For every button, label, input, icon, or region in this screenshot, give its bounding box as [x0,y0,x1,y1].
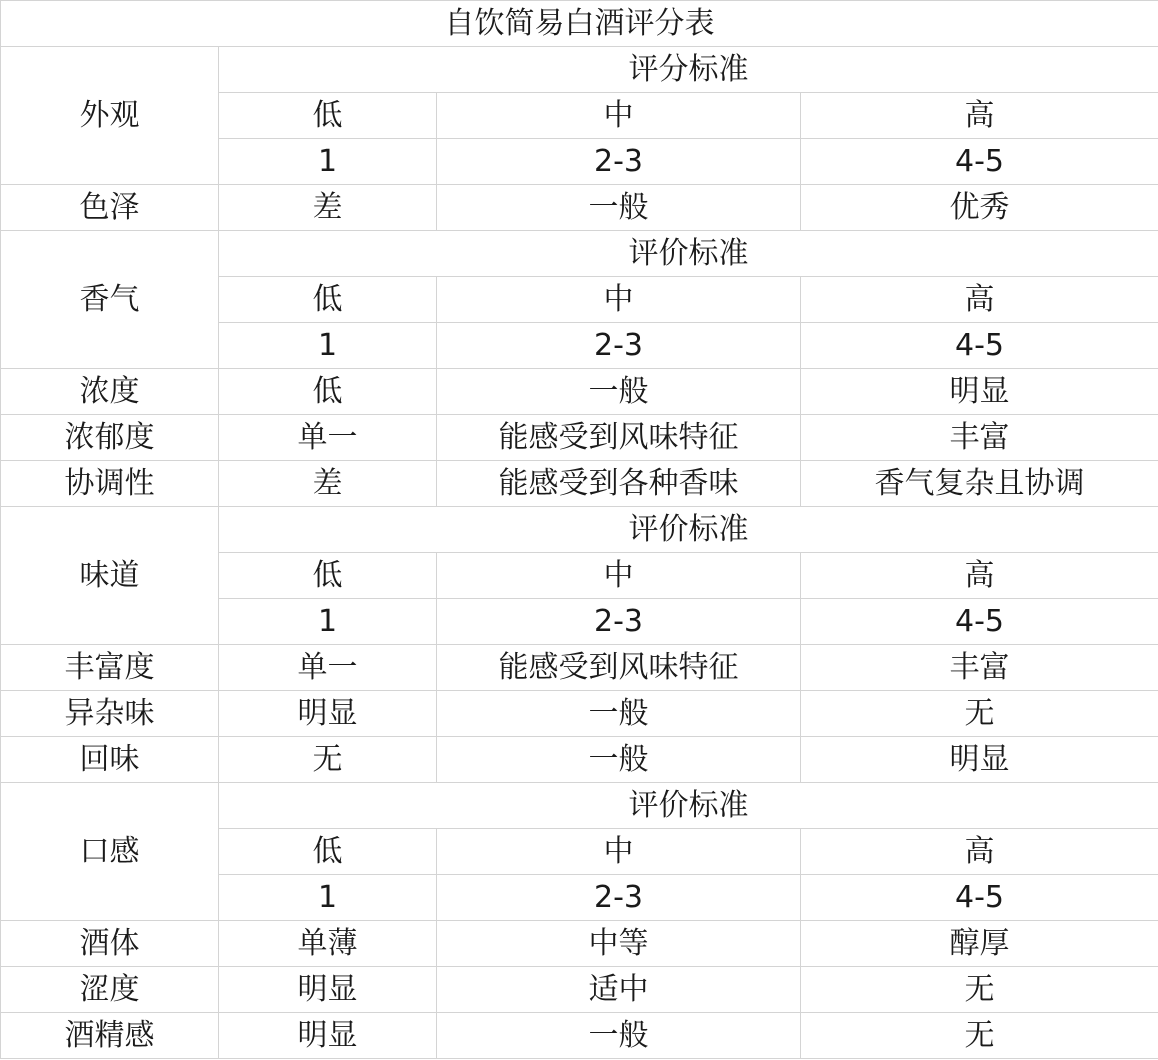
score-mid: 2-3 [437,323,801,369]
section-standard-row [1,47,1158,93]
level-high: 高 [801,93,1158,139]
criterion-row [1,1013,1158,1059]
category-cell: 味道 [1,507,219,645]
score-low: 1 [219,875,437,921]
score-low: 1 [219,599,437,645]
criterion-row [1,737,1158,783]
criterion-low: 单一 [219,645,437,691]
level-high: 高 [801,553,1158,599]
level-low: 低 [219,553,437,599]
criterion-name: 浓郁度 [1,415,219,461]
standard-header: 评价标准 [219,231,1158,277]
criterion-mid: 能感受到各种香味 [437,461,801,507]
score-mid: 2-3 [437,599,801,645]
criterion-low: 明显 [219,967,437,1013]
score-high: 4-5 [801,875,1158,921]
criterion-high: 无 [801,1013,1158,1059]
criterion-mid: 一般 [437,185,801,231]
criterion-row [1,415,1158,461]
criterion-name: 酒体 [1,921,219,967]
criterion-low: 明显 [219,1013,437,1059]
criterion-low: 单薄 [219,921,437,967]
level-high: 高 [801,829,1158,875]
criterion-mid: 能感受到风味特征 [437,645,801,691]
title-row [1,1,1158,47]
level-low: 低 [219,277,437,323]
score-high: 4-5 [801,323,1158,369]
criterion-mid: 一般 [437,1013,801,1059]
score-low: 1 [219,139,437,185]
criterion-name: 色泽 [1,185,219,231]
criterion-mid: 一般 [437,691,801,737]
criterion-high: 无 [801,691,1158,737]
score-mid: 2-3 [437,875,801,921]
criterion-row [1,185,1158,231]
criterion-high: 优秀 [801,185,1158,231]
section-standard-row [1,231,1158,277]
criterion-mid: 一般 [437,737,801,783]
criterion-mid: 适中 [437,967,801,1013]
category-cell: 口感 [1,783,219,921]
standard-header: 评分标准 [219,47,1158,93]
standard-header: 评价标准 [219,507,1158,553]
level-mid: 中 [437,553,801,599]
level-mid: 中 [437,829,801,875]
score-high: 4-5 [801,599,1158,645]
criterion-mid: 能感受到风味特征 [437,415,801,461]
criterion-high: 香气复杂且协调 [801,461,1158,507]
category-cell: 香气 [1,231,219,369]
standard-header: 评价标准 [219,783,1158,829]
table-title: 自饮简易白酒评分表 [1,1,1158,47]
criterion-high: 醇厚 [801,921,1158,967]
level-low: 低 [219,829,437,875]
level-mid: 中 [437,93,801,139]
criterion-name: 回味 [1,737,219,783]
criterion-row [1,369,1158,415]
criterion-name: 涩度 [1,967,219,1013]
criterion-low: 差 [219,185,437,231]
score-mid: 2-3 [437,139,801,185]
score-low: 1 [219,323,437,369]
criterion-name: 丰富度 [1,645,219,691]
criterion-high: 无 [801,967,1158,1013]
criterion-high: 丰富 [801,645,1158,691]
criterion-high: 明显 [801,737,1158,783]
criterion-name: 酒精感 [1,1013,219,1059]
section-standard-row [1,507,1158,553]
criterion-low: 差 [219,461,437,507]
criterion-row [1,461,1158,507]
criterion-row [1,921,1158,967]
level-low: 低 [219,93,437,139]
criterion-mid: 一般 [437,369,801,415]
criterion-row [1,967,1158,1013]
section-standard-row [1,783,1158,829]
criterion-mid: 中等 [437,921,801,967]
criterion-row [1,691,1158,737]
criterion-high: 明显 [801,369,1158,415]
level-high: 高 [801,277,1158,323]
criterion-row [1,645,1158,691]
level-mid: 中 [437,277,801,323]
criterion-low: 低 [219,369,437,415]
score-high: 4-5 [801,139,1158,185]
criterion-name: 异杂味 [1,691,219,737]
criterion-high: 丰富 [801,415,1158,461]
criterion-low: 明显 [219,691,437,737]
criterion-name: 浓度 [1,369,219,415]
criterion-name: 协调性 [1,461,219,507]
criterion-low: 单一 [219,415,437,461]
category-cell: 外观 [1,47,219,185]
criterion-low: 无 [219,737,437,783]
